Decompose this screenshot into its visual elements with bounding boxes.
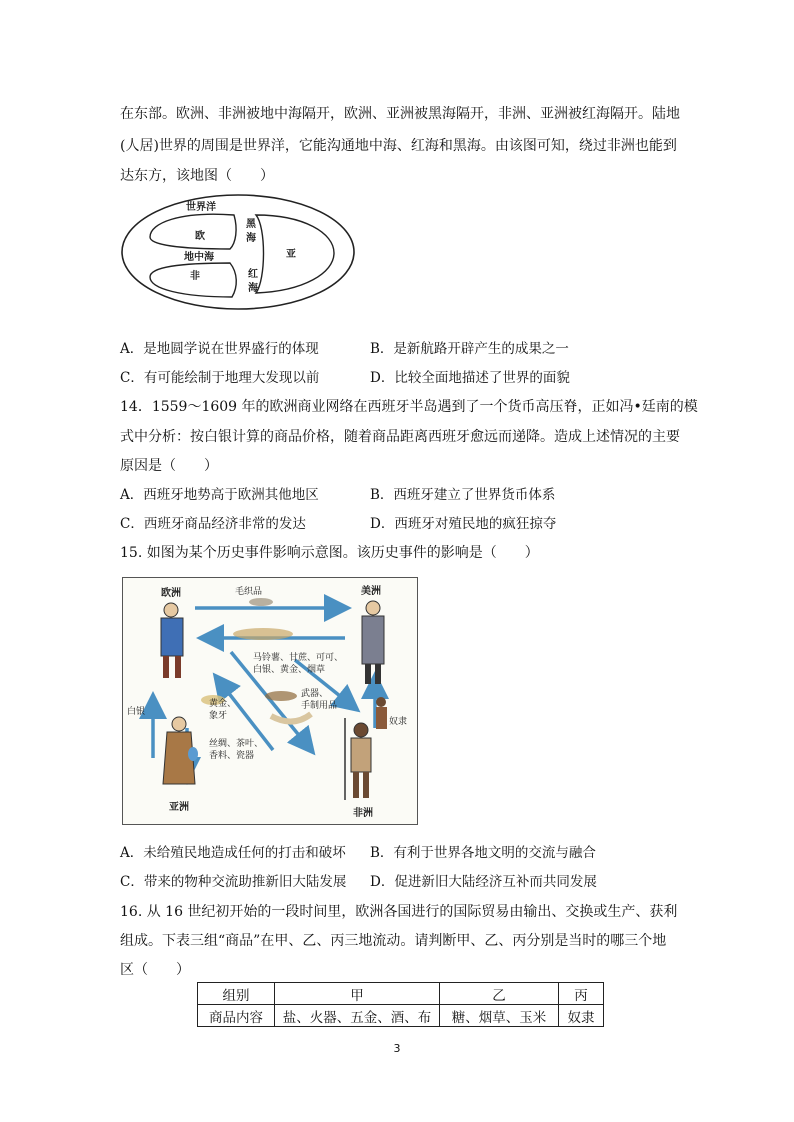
q13-option-c[interactable]: C．有可能绘制于地理大发现以前: [120, 370, 320, 386]
table-header-cell: 丙: [559, 983, 604, 1005]
america-label: 美洲: [361, 586, 381, 597]
q13-option-b[interactable]: B．是新航路开辟产生的成果之一: [370, 341, 569, 357]
mediterranean-label: 地中海: [184, 252, 214, 263]
table-cell: 奴隶: [559, 1005, 604, 1027]
q14-text-line-2: 式中分析：按白银计算的商品价格，随着商品距离西班牙愈远而递降。造成上述情况的主要: [120, 429, 680, 445]
q13-text-line-1: 在东部。欧洲、非洲被地中海隔开，欧洲、亚洲被黑海隔开，非洲、亚洲被红海隔开。陆地: [120, 106, 680, 122]
table-header-cell: 乙: [440, 983, 559, 1005]
table-cell: 盐、火器、五金、酒、布: [275, 1005, 440, 1027]
asia-label: 亚: [286, 249, 296, 260]
europe-label: 欧: [195, 231, 205, 242]
slaves-label: 奴隶: [389, 717, 408, 727]
commodity-table: [197, 982, 604, 1027]
silver-label: 白银: [127, 707, 146, 717]
world-map-diagram: [120, 193, 356, 311]
q14-option-d[interactable]: D．西班牙对殖民地的疯狂掠夺: [370, 516, 557, 532]
q13-option-d[interactable]: D．比较全面地描述了世界的面貌: [370, 370, 570, 386]
q14-option-b[interactable]: B．西班牙建立了世界货币体系: [370, 487, 556, 503]
wool-label: 毛织品: [235, 587, 263, 597]
q15-option-c[interactable]: C．带来的物种交流助推新旧大陆发展: [120, 874, 347, 890]
gold-ivory-label-1: 黄金、: [209, 699, 237, 709]
trade-flow-illustration: [122, 577, 418, 825]
silk-label-1: 丝绸、茶叶、: [209, 739, 264, 749]
red-sea-label-2: 海: [248, 283, 258, 294]
africa-label: 非洲: [353, 808, 373, 819]
q16-text-line-1: 16. 从 16 世纪初开始的一段时间里，欧洲各国进行的国际贸易由输出、交换或生产、获利: [120, 904, 678, 920]
q14-text-line-1: 14．1559～1609 年的欧洲商业网络在西班牙半岛遇到了一个货币高压脊，正如冯•廷南的模: [120, 399, 698, 415]
q15-stem: 15. 如图为某个历史事件影响示意图。该历史事件的影响是（ ）: [120, 545, 539, 561]
q16-text-line-2: 组成。下表三组“商品”在甲、乙、丙三地流动。请判断甲、乙、丙分别是当时的哪三个地: [120, 933, 667, 949]
african-figure: [345, 697, 387, 800]
europe-label: 欧洲: [161, 588, 181, 599]
q16-text-line-3: 区（ ）: [120, 962, 190, 978]
silk-label-2: 香料、瓷器: [209, 751, 255, 761]
weapons-label-2: 手制用品: [301, 701, 338, 711]
red-sea-label-1: 红: [248, 269, 258, 280]
q13-text-line-3: 达东方，该地图（ ）: [120, 168, 274, 184]
world-ocean-label: 世界洋: [186, 202, 216, 213]
q13-text-line-2: (人居)世界的周围是世界洋，它能沟通地中海、红海和黑海。由该图可知，绕过非洲也能到: [120, 138, 677, 154]
q15-option-d[interactable]: D．促进新旧大陆经济互补而共同发展: [370, 874, 597, 890]
table-header-row: [198, 983, 604, 1005]
q14-text-line-3: 原因是（ ）: [120, 458, 218, 474]
gold-ivory-label-2: 象牙: [209, 711, 228, 721]
africa-label: 非: [190, 271, 200, 282]
crops-label-1: 马铃薯、甘蔗、可可、: [253, 653, 344, 663]
q15-option-a[interactable]: A．未给殖民地造成任何的打击和破坏: [120, 845, 346, 861]
table-cell: 糖、烟草、玉米: [440, 1005, 559, 1027]
q14-option-a[interactable]: A．西班牙地势高于欧洲其他地区: [120, 487, 319, 503]
weapons-label-1: 武器、: [301, 689, 329, 699]
asia-label: 亚洲: [169, 802, 189, 813]
table-cell: 商品内容: [198, 1005, 275, 1027]
q13-option-a[interactable]: A．是地圆学说在世界盛行的体现: [120, 341, 319, 357]
table-header-cell: 组别: [198, 983, 275, 1005]
table-header-cell: 甲: [275, 983, 440, 1005]
q14-option-c[interactable]: C．西班牙商品经济非常的发达: [120, 516, 306, 532]
black-sea-label-1: 黑: [246, 219, 256, 230]
table-row: [198, 1005, 604, 1027]
page-number: 3: [393, 1042, 401, 1055]
american-figure: [362, 601, 384, 684]
european-figure: [161, 603, 183, 678]
crops-label-2: 白银、黄金、烟草: [253, 665, 326, 675]
q15-option-b[interactable]: B．有利于世界各地文明的交流与融合: [370, 845, 596, 861]
black-sea-label-2: 海: [246, 233, 256, 244]
